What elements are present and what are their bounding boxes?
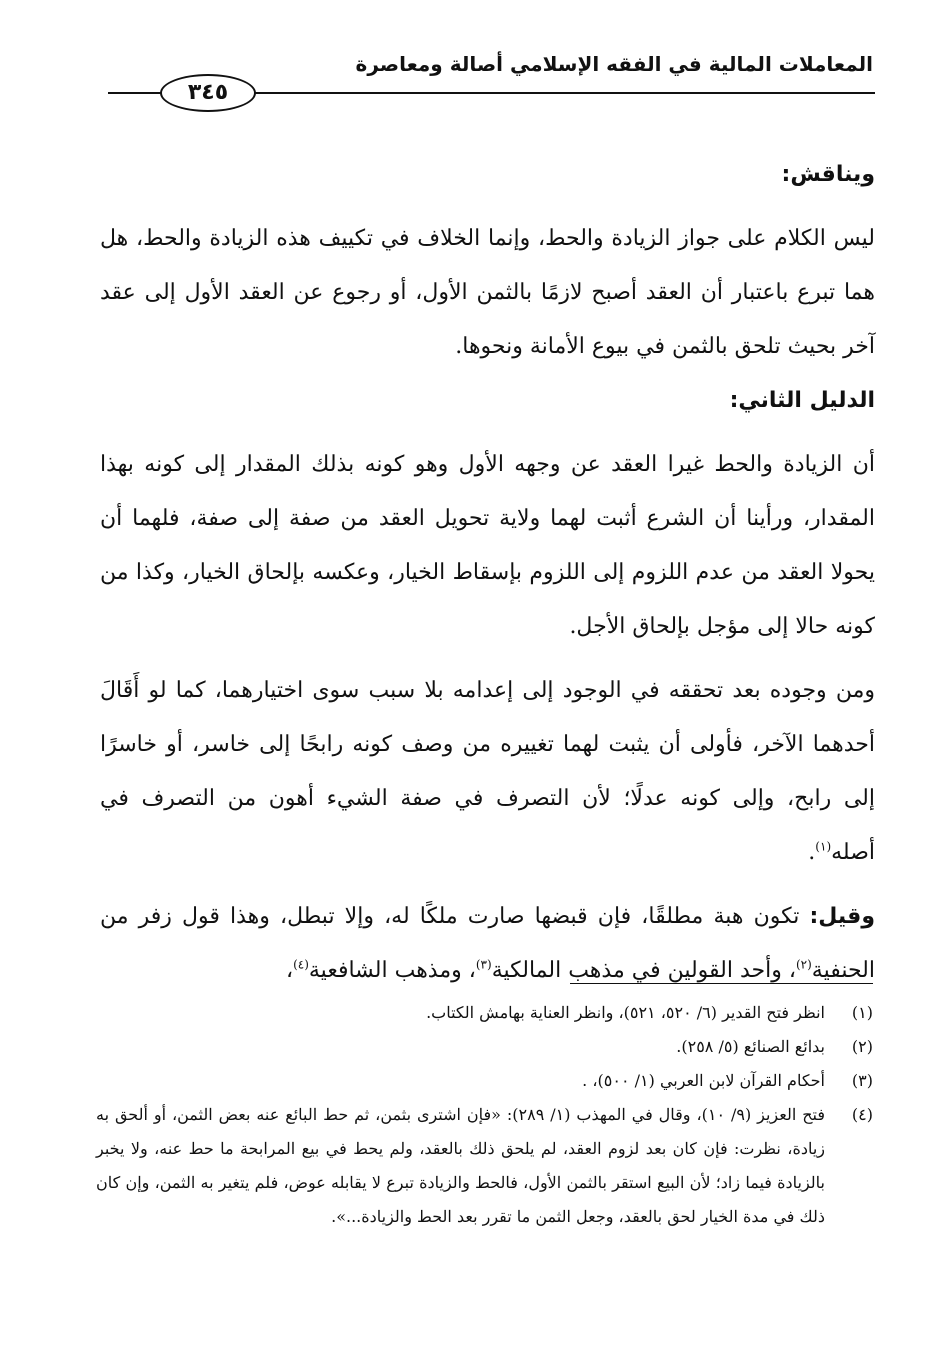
footnote-number: (٢) xyxy=(851,1037,873,1056)
paragraph-continuation-text: ومن وجوده بعد تحققه في الوجود إلى إعدامه بلا سبب سوى اختيارهما، كما لو أَقَالَ أحدهما الآخر، فأولى أن يثبت لهما تغييره من وصف كونه رابحًا إلى خاسر، أو خاسرًا إلى رابح، وإلى كونه عدلًا؛ لأن التصرف في صفة الشيء أهون من التصرف في أصله xyxy=(100,678,875,865)
paragraph-opinion xyxy=(100,890,875,998)
footnote-text: بدائع الصنائع (٥/ ٢٥٨). xyxy=(676,1037,825,1056)
section-heading-discussion: ويناقش: xyxy=(781,162,875,187)
opinion-text: تكون هبة مطلقًا، فإن قبضها صارت ملكًا له، وإلا تبطل، وهذا قول زفر من الحنفية xyxy=(100,904,875,983)
section-heading-second-evidence: الدليل الثاني: xyxy=(729,388,875,413)
footnote-number: (٤) xyxy=(851,1105,873,1124)
footnote-text: أحكام القرآن لابن العربي (١/ ٥٠٠)، . xyxy=(582,1071,825,1090)
footnotes xyxy=(96,996,873,1234)
paragraph-second-evidence: أن الزيادة والحط غيرا العقد عن وجهه الأول وهو كونه بذلك المقدار إلى كونه بهذا المقدار، ورأينا أن الشرع أثبت لهما ولاية تحويل العقد من صفة إلى صفة، فلهما أن يحولا العقد من عدم اللزوم إلى اللزوم بإسقاط الخيار، وعكسه بإلحاق الخيار، وكذا من كونه حالا إلى مؤجل بإلحاق الأجل. xyxy=(100,452,875,639)
footnote-ref-1[interactable]: (١) xyxy=(815,839,832,854)
footnote-ref-3[interactable]: (٣) xyxy=(475,957,492,972)
opinion-text-mid2: ، ومذهب الشافعية xyxy=(308,958,476,983)
paragraph-discussion: ليس الكلام على جواز الزيادة والحط، وإنما الخلاف في تكييف هذه الزيادة والحط، هل هما تبرع باعتبار أن العقد أصبح لازمًا بالثمن الأول، أو رجوع عن العقد الأول إلى عقد آخر بحيث تلحق بالثمن في بيوع الأمانة ونحوها. xyxy=(100,226,876,359)
main-text xyxy=(100,148,875,998)
paragraph-continuation xyxy=(100,664,875,880)
footnote-ref-2[interactable]: (٢) xyxy=(795,957,812,972)
footnote-number: (١) xyxy=(851,1003,873,1022)
opinion-text-mid: ، وأحد القولين في مذهب المالكية xyxy=(491,958,796,983)
footnote-3 xyxy=(96,1064,873,1098)
footnote-number: (٣) xyxy=(851,1071,873,1090)
paragraph-continuation-end: . xyxy=(808,840,816,865)
running-header-title: المعاملات المالية في الفقه الإسلامي أصالة ومعاصرة xyxy=(355,52,873,76)
opinion-text-end: ، xyxy=(285,958,294,983)
footnote-4 xyxy=(96,1098,873,1234)
footnote-rule xyxy=(570,983,873,984)
footnote-text: فتح العزيز (٩/ ١٠)، وقال في المهذب (١/ ٢٨٩): «فإن اشترى بثمن، ثم حط البائع عنه بعض الثمن، أو ألحق به زيادة، نظرت: فإن كان بعد لزوم العقد، لم يلحق ذلك بالعقد، ولم يحط في بيع المرابحة ما حط عنه، ولا يخبر بالزيادة فيما زاد؛ لأن البيع استقر بالثمن الأول، فالحط والزيادة تبرع لا يقابله عوض، فلم يتغير به الثمن، وإن كان ذلك في مدة الخيار لحق بالعقد، وجعل الثمن ما تقرر بعد الحط والزيادة...». xyxy=(96,1105,826,1226)
footnote-1 xyxy=(96,996,873,1030)
footnote-text: انظر فتح القدير (٦/ ٥٢٠، ٥٢١)، وانظر العناية بهامش الكتاب. xyxy=(426,1003,825,1022)
footnote-ref-4[interactable]: (٤) xyxy=(293,957,309,972)
footnote-2 xyxy=(96,1030,873,1064)
opinion-lead: وقيل: xyxy=(809,904,875,929)
page-number: ٣٤٥ xyxy=(160,74,256,112)
